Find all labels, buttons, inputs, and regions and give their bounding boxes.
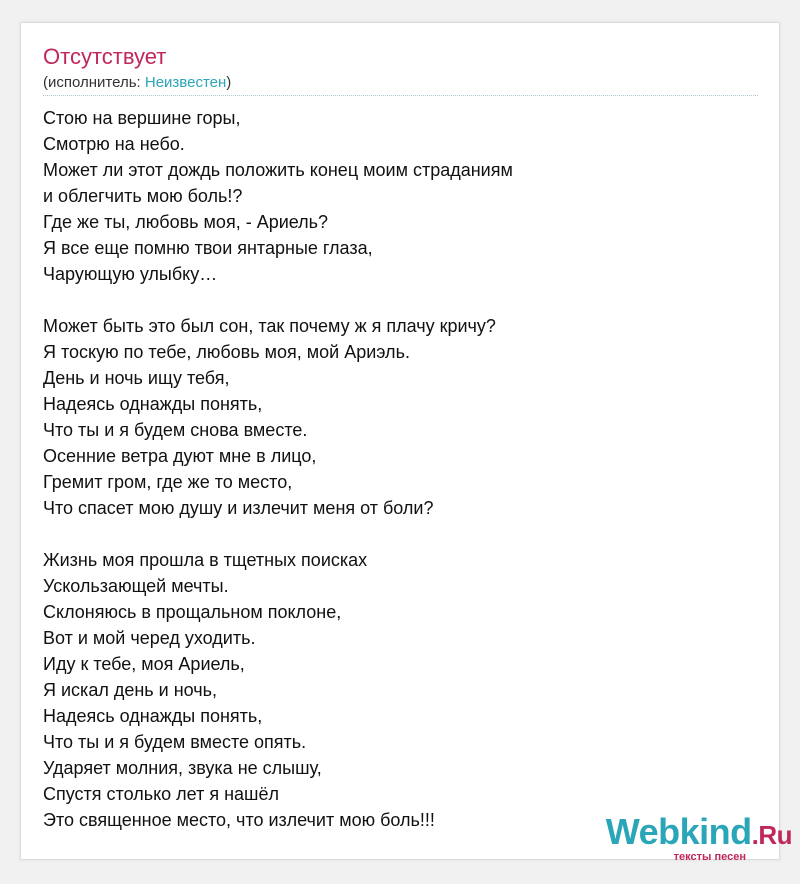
- lyric-line: Иду к тебе, моя Ариель,: [43, 654, 245, 674]
- lyric-line: Это священное место, что излечит мою боль!!!: [43, 810, 435, 830]
- artist-prefix: (исполнитель:: [43, 74, 145, 91]
- lyric-line: Я искал день и ночь,: [43, 680, 218, 700]
- lyric-line: Может ли этот дождь положить конец моим страданиям: [43, 160, 513, 180]
- lyric-line: Осенние ветра дуют мне в лицо,: [43, 446, 317, 466]
- lyric-line: Чарующую улыбку…: [43, 264, 218, 284]
- lyric-line: Гремит гром, где же то место,: [43, 472, 293, 492]
- lyric-line: Смотрю на небо.: [43, 134, 185, 154]
- stanza-2: [43, 313, 758, 521]
- lyric-line: Стою на вершине горы,: [43, 108, 241, 128]
- lyric-line: Ускользающей мечты.: [43, 576, 229, 596]
- artist-suffix: ): [226, 74, 232, 91]
- lyric-line: Что ты и я будем вместе опять.: [43, 732, 307, 752]
- lyric-line: Где же ты, любовь моя, - Ариель?: [43, 212, 329, 232]
- lyric-line: Вот и мой черед уходить.: [43, 628, 256, 648]
- lyric-line: Надеясь однажды понять,: [43, 394, 263, 414]
- lyric-line: Я тоскую по тебе, любовь моя, мой Ариэль.: [43, 342, 410, 362]
- lyric-line: Жизнь моя прошла в тщетных поисках: [43, 550, 368, 570]
- logo-word: Webkind: [605, 811, 752, 852]
- lyric-line: Может быть это был сон, так почему ж я плачу кричу?: [43, 316, 496, 336]
- lyric-line: Надеясь однажды понять,: [43, 706, 263, 726]
- lyric-line: Склоняюсь в прощальном поклоне,: [43, 602, 342, 622]
- lyric-line: Ударяет молния, звука не слышу,: [43, 758, 322, 778]
- artist-info: [43, 73, 231, 93]
- stanza-3: [43, 547, 758, 833]
- logo-tld: .Ru: [751, 820, 792, 850]
- header-divider: [43, 95, 758, 96]
- lyric-line: и облегчить мою боль!?: [43, 186, 243, 206]
- stanza-1: [43, 105, 758, 287]
- logo-wordmark: [606, 812, 792, 855]
- lyric-line: Я все еще помню твои янтарные глаза,: [43, 238, 373, 258]
- artist-link[interactable]: Неизвестен: [144, 74, 227, 91]
- webkind-logo[interactable]: [602, 812, 792, 864]
- lyric-line: Спустя столько лет я нашёл: [43, 784, 279, 804]
- lyric-line: Что ты и я будем снова вместе.: [43, 420, 308, 440]
- lyrics-card: [20, 22, 780, 860]
- logo-tagline: тексты песен: [673, 851, 746, 863]
- song-title: Отсутствует: [43, 44, 167, 69]
- lyric-line: День и ночь ищу тебя,: [43, 368, 230, 388]
- lyrics-text: [43, 105, 758, 859]
- lyric-line: Что спасет мою душу и излечит меня от боли?: [43, 498, 434, 518]
